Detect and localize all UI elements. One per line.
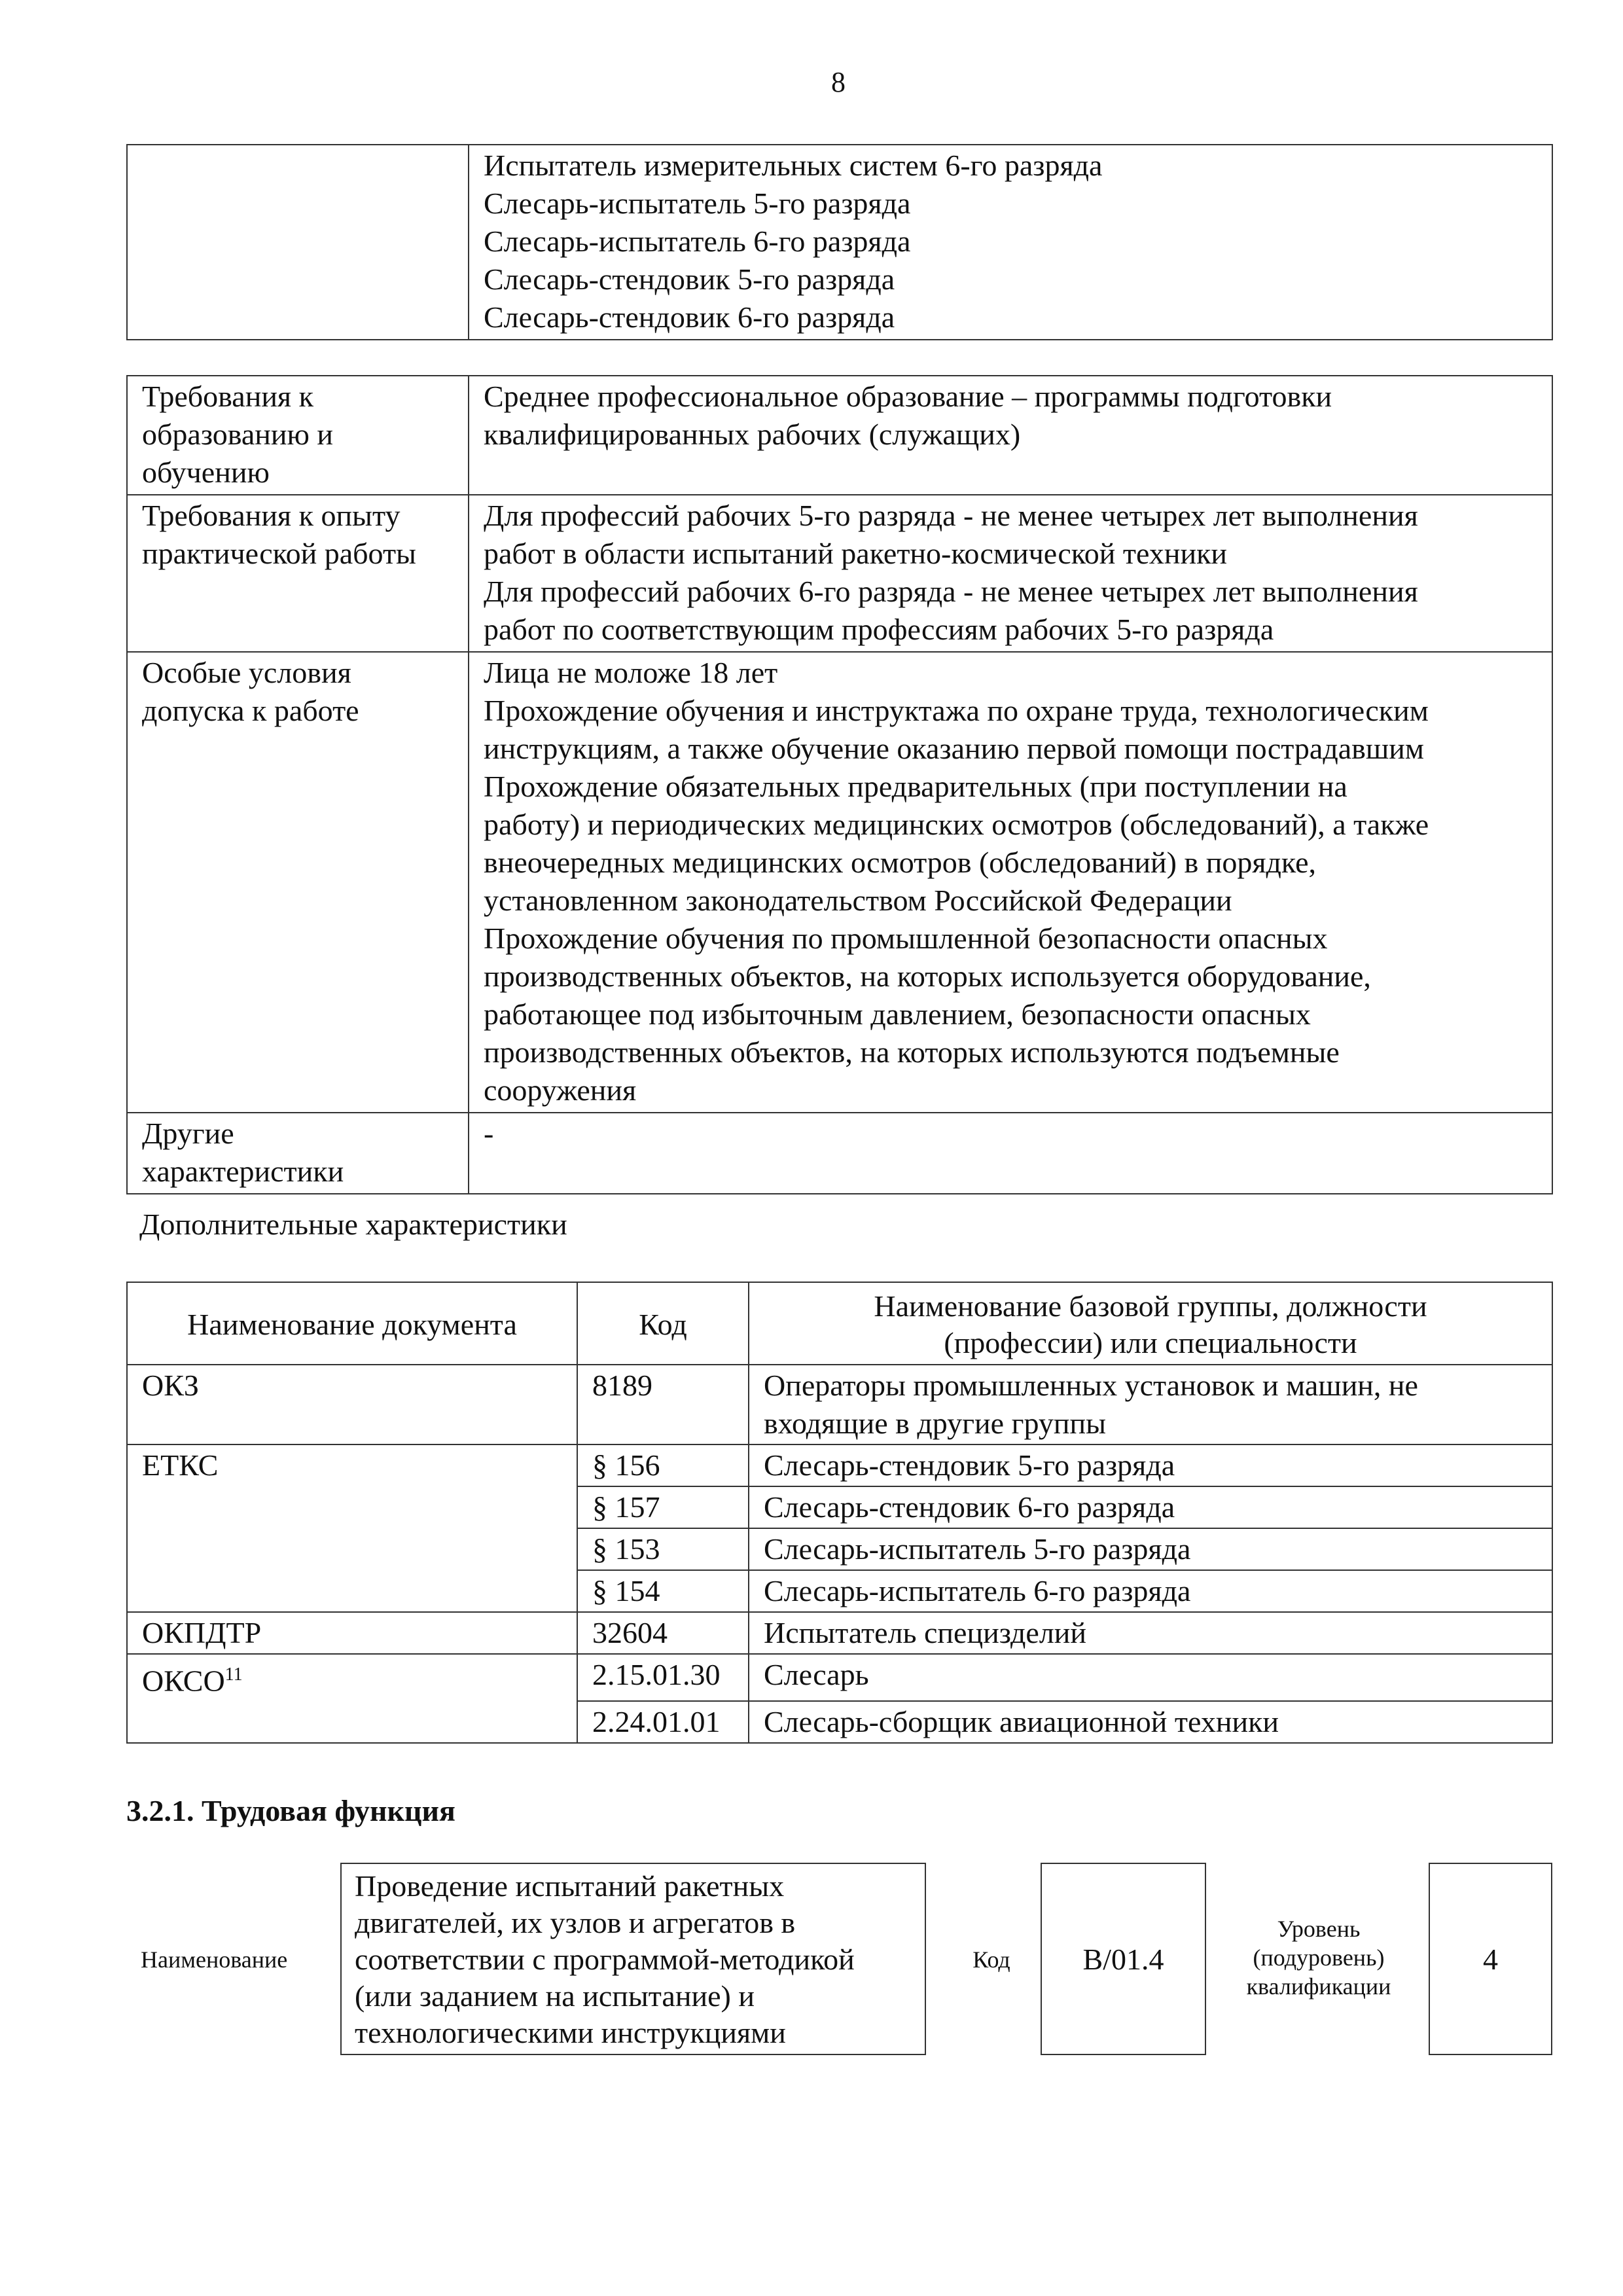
value-line: производственных объектов, на которых используется оборудование, <box>484 960 1371 993</box>
header-line: (профессии) или специальности <box>944 1326 1357 1359</box>
table-row <box>127 1701 1552 1743</box>
table-row <box>127 376 1552 495</box>
function-line: технологическими инструкциями <box>355 2016 786 2049</box>
value-line: Для профессий рабочих 5-го разряда - не менее четырех лет выполнения <box>484 499 1418 532</box>
value-line: работающее под избыточным давлением, безопасности опасных <box>484 997 1311 1031</box>
function-line: двигателей, их узлов и агрегатов в <box>355 1906 796 1939</box>
table-row <box>127 1654 1552 1701</box>
name-cell: Испытатель специзделий <box>749 1612 1552 1654</box>
doc-cell: ОКПДТР <box>127 1612 577 1654</box>
level-label-line: Уровень <box>1277 1916 1361 1942</box>
name-cell: Слесарь <box>749 1654 1552 1701</box>
label-line: практической работы <box>142 537 416 570</box>
requirement-value <box>469 495 1552 652</box>
doc-cell <box>127 1654 577 1701</box>
table-row <box>127 1365 1552 1444</box>
profession-name: Слесарь-стендовик 6-го разряда <box>484 300 895 334</box>
header-line: Наименование базовой группы, должности <box>874 1289 1427 1323</box>
label-line: Требования к опыту <box>142 499 401 532</box>
requirement-value <box>469 1113 1552 1194</box>
name-cell: Слесарь-стендовик 5-го разряда <box>749 1444 1552 1486</box>
labor-function-heading: 3.2.1. Трудовая функция <box>126 1794 455 1827</box>
doc-cell-empty <box>127 1701 577 1743</box>
value-line: Прохождение обучения и инструктажа по охране труда, технологическим <box>484 694 1429 727</box>
header-document: Наименование документа <box>127 1282 577 1365</box>
table-row <box>127 495 1552 652</box>
value-line: внеочередных медицинских осмотров (обследований) в порядке, <box>484 846 1317 879</box>
profession-name: Слесарь-испытатель 6-го разряда <box>484 224 911 258</box>
table-row <box>127 652 1552 1113</box>
labor-function-name-box <box>340 1863 926 2055</box>
requirements-table <box>126 375 1553 1194</box>
value-line: Прохождение обязательных предварительных (при поступлении на <box>484 770 1347 803</box>
code-cell: 8189 <box>577 1365 749 1444</box>
value-line: производственных объектов, на которых используются подъемные <box>484 1035 1340 1069</box>
table-row <box>127 1444 1552 1486</box>
value-line: Для профессий рабочих 6-го разряда - не менее четырех лет выполнения <box>484 575 1418 608</box>
code-cell: § 156 <box>577 1444 749 1486</box>
header-code: Код <box>577 1282 749 1365</box>
profession-name: Испытатель измерительных систем 6-го разряда <box>484 149 1103 182</box>
code-value: В/01.4 <box>1082 1942 1164 1976</box>
label-line: Другие <box>142 1117 234 1150</box>
qualification-level-value: 4 <box>1483 1942 1498 1976</box>
header-name <box>749 1282 1552 1365</box>
value-line: установленном законодательством Российской Федерации <box>484 884 1232 917</box>
table-row <box>127 1113 1552 1194</box>
table-row <box>127 1528 1552 1570</box>
requirement-label <box>127 652 469 1113</box>
value-line: квалифицированных рабочих (служащих) <box>484 418 1021 451</box>
level-label-line: (подуровень) <box>1253 1945 1385 1971</box>
code-cell: 2.15.01.30 <box>577 1654 749 1701</box>
name-cell: Слесарь-испытатель 5-го разряда <box>749 1528 1552 1570</box>
label-line: допуска к работе <box>142 694 359 727</box>
code-cell: 2.24.01.01 <box>577 1701 749 1743</box>
table-row <box>127 1612 1552 1654</box>
table-row <box>127 1570 1552 1612</box>
code-cell: § 154 <box>577 1570 749 1612</box>
qualification-level-label <box>1217 1914 1420 2001</box>
value-line: работ по соответствующим профессиям рабочих 5-го разряда <box>484 613 1274 646</box>
name-line: Операторы промышленных установок и машин, не <box>764 1369 1418 1402</box>
value-line: Среднее профессиональное образование – программы подготовки <box>484 380 1332 413</box>
requirement-value <box>469 376 1552 495</box>
label-line: Особые условия <box>142 656 351 689</box>
code-cell: § 157 <box>577 1486 749 1528</box>
value-line: Лица не моложе 18 лет <box>484 656 778 689</box>
doc-name: ОКСО <box>142 1664 225 1698</box>
profession-name: Слесарь-испытатель 5-го разряда <box>484 187 911 220</box>
requirement-value <box>469 652 1552 1113</box>
code-label: Код <box>972 1946 1010 1973</box>
doc-cell: ОКЗ <box>127 1365 577 1444</box>
function-line: соответствии с программой-методикой <box>355 1943 855 1976</box>
doc-cell-empty <box>127 1486 577 1528</box>
table-row <box>127 1486 1552 1528</box>
doc-cell: ЕТКС <box>127 1444 577 1486</box>
profession-name: Слесарь-стендовик 5-го разряда <box>484 262 895 296</box>
requirement-label <box>127 1113 469 1194</box>
additional-characteristics-table <box>126 1282 1553 1744</box>
name-cell <box>749 1365 1552 1444</box>
value-line: работу) и периодических медицинских осмотров (обследований), а также <box>484 808 1429 841</box>
code-box <box>1041 1863 1206 2055</box>
value-line: сооружения <box>484 1073 637 1107</box>
footnote-mark: 11 <box>224 1664 243 1685</box>
qualification-level-box <box>1429 1863 1552 2055</box>
value-line: Прохождение обучения по промышленной безопасности опасных <box>484 922 1328 955</box>
value-line: - <box>484 1117 494 1150</box>
label-line: Требования к <box>142 380 313 413</box>
doc-cell-empty <box>127 1528 577 1570</box>
name-cell: Слесарь-испытатель 6-го разряда <box>749 1570 1552 1612</box>
name-cell: Слесарь-сборщик авиационной техники <box>749 1701 1552 1743</box>
value-line: работ в области испытаний ракетно-космической техники <box>484 537 1228 570</box>
code-cell: § 153 <box>577 1528 749 1570</box>
requirement-label <box>127 495 469 652</box>
name-line: входящие в другие группы <box>764 1407 1106 1440</box>
code-cell: 32604 <box>577 1612 749 1654</box>
empty-cell <box>127 145 469 340</box>
professions-continued-table <box>126 144 1553 340</box>
label-line: образованию и <box>142 418 333 451</box>
label-line: характеристики <box>142 1155 344 1188</box>
function-line: (или заданием на испытание) и <box>355 1979 755 2013</box>
name-label: Наименование <box>141 1946 288 1973</box>
table-row <box>127 145 1552 340</box>
label-line: обучению <box>142 456 270 489</box>
additional-characteristics-caption: Дополнительные характеристики <box>139 1208 567 1241</box>
function-line: Проведение испытаний ракетных <box>355 1869 785 1903</box>
page-number: 8 <box>831 66 846 98</box>
value-line: инструкциям, а также обучение оказанию первой помощи пострадавшим <box>484 732 1425 765</box>
table-header-row <box>127 1282 1552 1365</box>
requirement-label <box>127 376 469 495</box>
name-cell: Слесарь-стендовик 6-го разряда <box>749 1486 1552 1528</box>
doc-cell-empty <box>127 1570 577 1612</box>
level-label-line: квалификации <box>1246 1973 1391 2000</box>
professions-cell <box>469 145 1552 340</box>
